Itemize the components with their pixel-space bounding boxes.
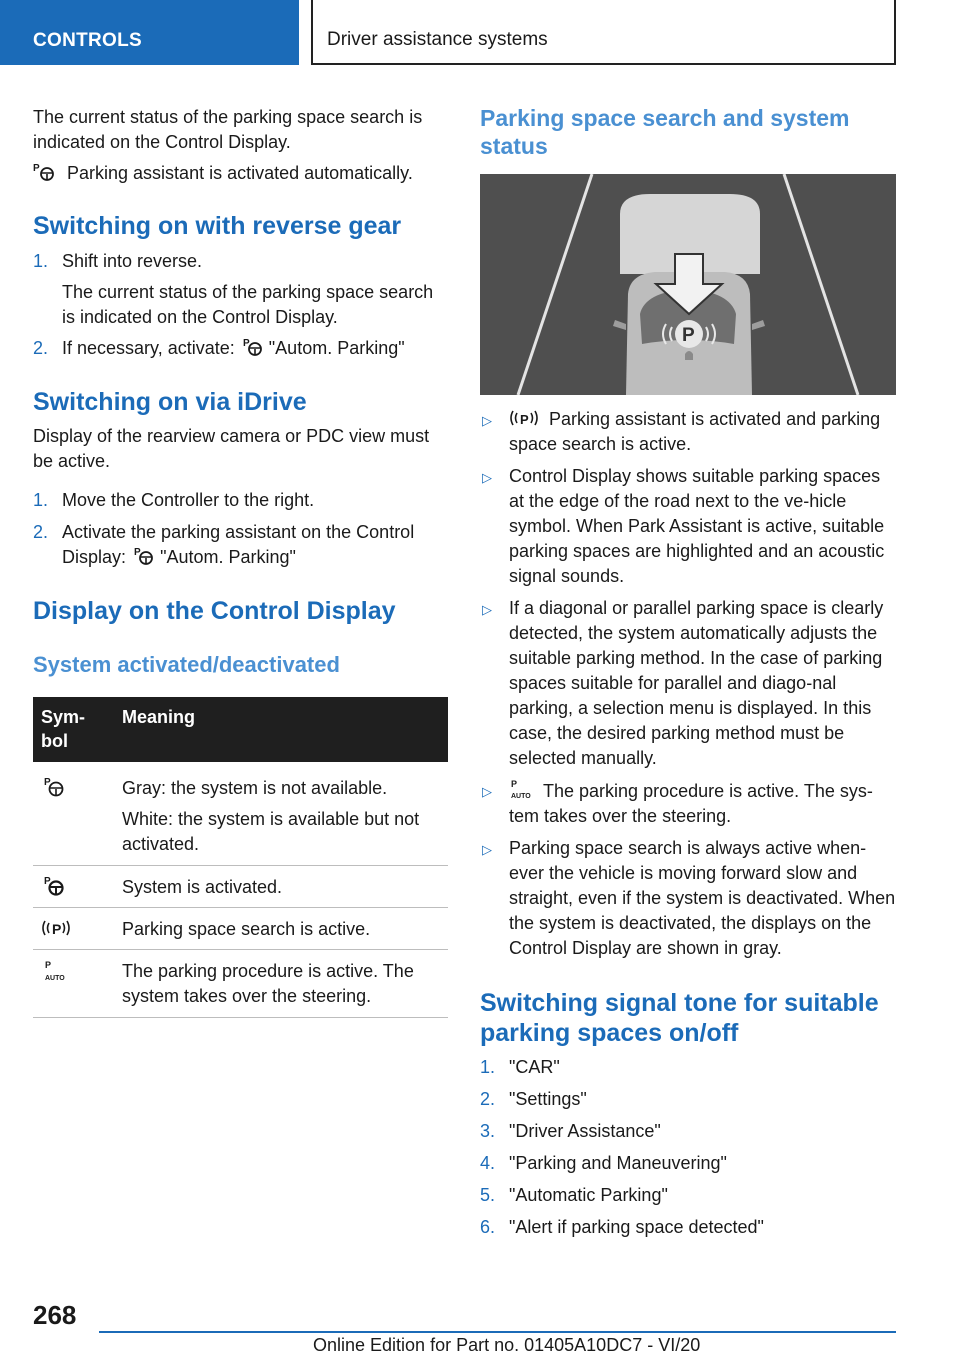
step-number: 1. bbox=[33, 251, 49, 271]
table-row bbox=[33, 908, 448, 950]
triangle-bullet-icon: ▷ bbox=[482, 842, 492, 857]
svg-text:AUTO: AUTO bbox=[45, 975, 65, 982]
chapter-box bbox=[311, 0, 896, 65]
parking-assistant-icon bbox=[41, 776, 69, 798]
idrive-steps bbox=[33, 488, 448, 570]
list-item: 2. "Settings" bbox=[480, 1089, 587, 1109]
table-row bbox=[33, 950, 448, 1018]
triangle-bullet-icon: ▷ bbox=[482, 784, 492, 799]
display-subheading: System activated/deactivated bbox=[33, 652, 340, 677]
intro-paragraph: The current status of the parking space search is indicated on the Control Display. bbox=[33, 107, 423, 152]
parking-assistant-icon bbox=[131, 546, 155, 566]
meaning-text: System is activated. bbox=[114, 866, 448, 908]
triangle-bullet-icon: ▷ bbox=[482, 470, 492, 485]
section-title: CONTROLS bbox=[33, 30, 143, 51]
list-item bbox=[480, 778, 896, 829]
meaning-text: Parking space search is active. bbox=[114, 908, 448, 950]
footer-divider bbox=[99, 1331, 896, 1333]
step-number: 2. bbox=[33, 522, 49, 542]
step-text: Activate the parking assistant on the Control Display: bbox=[62, 522, 415, 567]
parking-assistant-icon bbox=[240, 337, 264, 357]
status-bullets bbox=[480, 407, 896, 961]
table-row bbox=[33, 866, 448, 908]
list-item: 4. "Parking and Maneuvering" bbox=[480, 1153, 727, 1173]
reverse-steps bbox=[33, 249, 448, 361]
list-item bbox=[33, 520, 448, 570]
table-row bbox=[33, 762, 448, 866]
step-subtext: The current status of the parking space search is indicated on the Control Display. bbox=[62, 282, 434, 327]
bullet-text: Parking assistant is activated and parking space search is active. bbox=[509, 409, 881, 454]
footer-edition: Online Edition for Part no. 01405A10DC7 - VI/20 bbox=[313, 1335, 701, 1355]
bullet-text: Control Display shows suitable parking spaces at the edge of the road next to the ve-hicle symbol. When Park Assistant is active, suitable parking spaces are highlighted and an acoustic signal sounds. bbox=[509, 466, 885, 586]
list-item bbox=[33, 249, 448, 330]
step-text: "Driver Assistance" bbox=[509, 1121, 661, 1141]
signal-heading: Switching signal tone for suitable parking spaces on/off bbox=[480, 989, 879, 1047]
step-text: Move the Controller to the right. bbox=[62, 490, 315, 510]
symbol-table bbox=[33, 697, 448, 1018]
svg-text:P: P bbox=[520, 412, 529, 427]
bullet-text: The parking procedure is active. The sys-tem takes over the steering. bbox=[509, 781, 873, 826]
list-item bbox=[33, 488, 448, 513]
triangle-bullet-icon: ▷ bbox=[482, 602, 492, 617]
step-text: "Settings" bbox=[509, 1089, 587, 1109]
svg-text:P: P bbox=[44, 777, 51, 788]
parking-space-search-icon bbox=[41, 917, 71, 939]
list-item: 6. "Alert if parking space detected" bbox=[480, 1217, 764, 1237]
meaning-column-header: Meaning bbox=[114, 697, 448, 762]
signal-steps bbox=[480, 1055, 896, 1240]
meaning-text: The parking procedure is active. The system takes over the steering. bbox=[114, 950, 448, 1018]
list-item: 1. "CAR" bbox=[480, 1057, 560, 1077]
section-tab bbox=[0, 0, 299, 65]
reverse-heading: Switching on with reverse gear bbox=[33, 212, 402, 240]
list-item bbox=[480, 596, 896, 771]
step-text: "Parking and Maneuvering" bbox=[509, 1153, 727, 1173]
meaning-text: Gray: the system is not available. bbox=[122, 778, 388, 798]
svg-text:P: P bbox=[134, 547, 141, 558]
svg-text:P: P bbox=[33, 163, 40, 174]
meaning-text: White: the system is available but not activated. bbox=[122, 809, 420, 854]
table-header-row bbox=[33, 697, 448, 762]
step-text-after: "Autom. Parking" bbox=[268, 338, 405, 358]
parking-assistant-active-icon bbox=[41, 875, 69, 897]
parking-display-illustration bbox=[480, 174, 896, 395]
svg-text:P: P bbox=[44, 876, 51, 887]
display-heading: Display on the Control Display bbox=[33, 597, 396, 625]
list-item: 3. "Driver Assistance" bbox=[480, 1121, 661, 1141]
parking-space-search-icon bbox=[509, 408, 539, 428]
svg-text:P: P bbox=[52, 921, 62, 937]
bullet-text: Parking space search is always active when-ever the vehicle is moving forward slow and straight, even if the system is deactivated. When the system is deactivated, the displays on the Control Display are shown in gray. bbox=[509, 838, 896, 958]
svg-text:P: P bbox=[511, 779, 518, 789]
step-number: 1. bbox=[33, 490, 49, 510]
svg-text:AUTO: AUTO bbox=[511, 793, 531, 800]
page-number: 268 bbox=[33, 1300, 77, 1330]
svg-text:P: P bbox=[682, 325, 695, 346]
bullet-text: If a diagonal or parallel parking space is clearly detected, the system automatically adjusts the suitable parking method. In the case of parking spaces suitable for parallel and diago-nal parking, a selection menu is displayed. In this case, the desired parking method must be selected manually. bbox=[509, 598, 884, 768]
step-text: "Automatic Parking" bbox=[509, 1185, 668, 1205]
step-text: "Alert if parking space detected" bbox=[509, 1217, 764, 1237]
auto-note-text: Parking assistant is activated automatically. bbox=[67, 163, 413, 183]
list-item: 5. "Automatic Parking" bbox=[480, 1185, 668, 1205]
list-item bbox=[480, 464, 896, 589]
symbol-column-header: Sym- bol bbox=[33, 697, 114, 762]
chapter-title: Driver assistance systems bbox=[327, 29, 548, 50]
auto-note bbox=[33, 161, 448, 186]
idrive-heading: Switching on via iDrive bbox=[33, 388, 307, 416]
svg-text:P: P bbox=[45, 960, 52, 970]
triangle-bullet-icon: ▷ bbox=[482, 413, 492, 428]
step-number: 2. bbox=[33, 338, 49, 358]
parking-assistant-icon bbox=[33, 162, 57, 182]
step-text-after: "Autom. Parking" bbox=[160, 547, 296, 567]
list-item bbox=[480, 836, 896, 961]
status-heading: Parking space search and system status bbox=[480, 105, 850, 159]
step-text: Shift into reverse. bbox=[62, 251, 203, 271]
step-text: If necessary, activate: bbox=[62, 338, 235, 358]
svg-text:P: P bbox=[242, 338, 250, 349]
parking-auto-icon bbox=[41, 959, 69, 983]
idrive-intro: Display of the rearview camera or PDC view must be active. bbox=[33, 426, 430, 471]
parking-auto-icon bbox=[509, 778, 533, 800]
step-text: "CAR" bbox=[509, 1057, 560, 1077]
list-item bbox=[480, 407, 896, 457]
list-item bbox=[33, 336, 448, 361]
